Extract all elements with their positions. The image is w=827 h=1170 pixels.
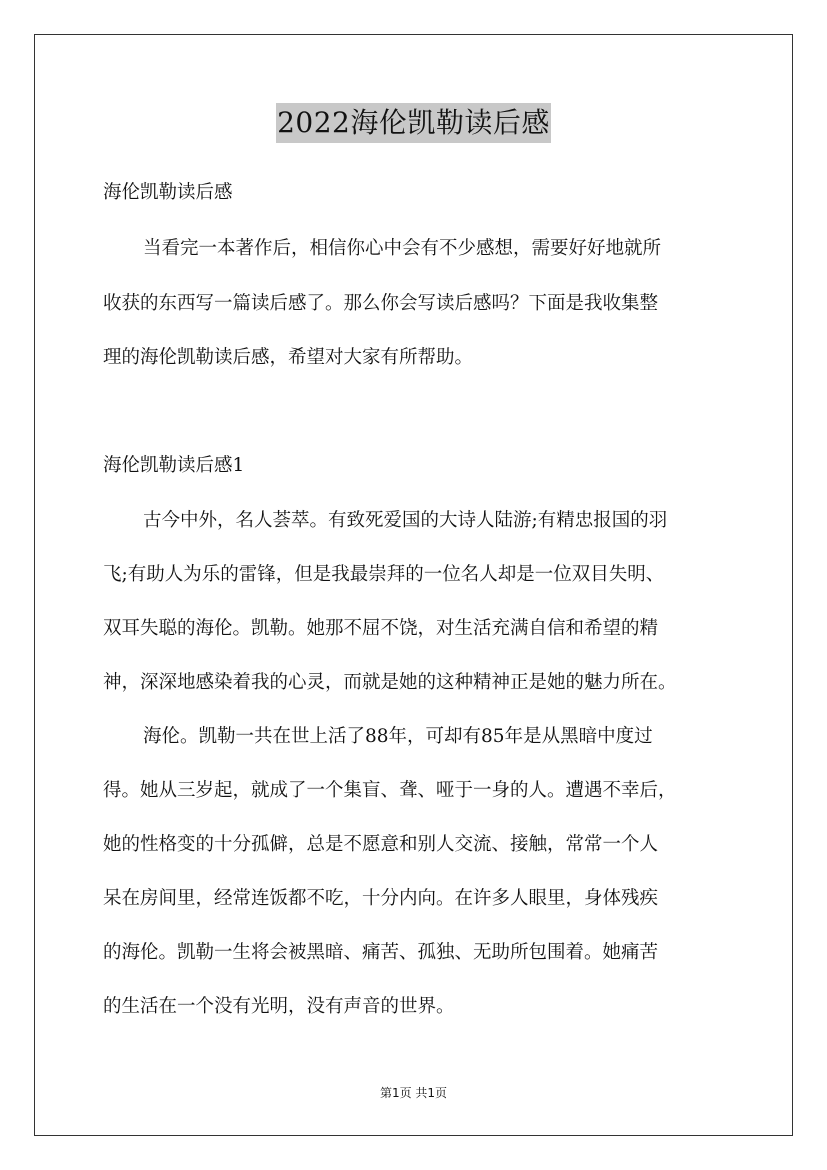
section-heading: 海伦凯勒读后感 <box>103 182 233 203</box>
paragraph-line: 得。她从三岁起，就成了一个集盲、聋、哑于一身的人。遭遇不幸后， <box>103 780 677 801</box>
document-title: 2022海伦凯勒读后感 <box>276 103 551 143</box>
paragraph-line: 海伦。凯勒一共在世上活了88年，可却有85年是从黑暗中度过 <box>143 726 653 747</box>
paragraph-line: 古今中外，名人荟萃。有致死爱国的大诗人陆游;有精忠报国的羽 <box>143 510 668 531</box>
paragraph-line: 飞;有助人为乐的雷锋，但是我最崇拜的一位名人却是一位双目失明、 <box>103 564 665 585</box>
paragraph-line: 收获的东西写一篇读后感了。那么你会写读后感吗？下面是我收集整 <box>103 293 659 314</box>
paragraph-line: 呆在房间里，经常连饭都不吃，十分内向。在许多人眼里，身体残疾 <box>103 888 659 909</box>
paragraph-line: 神，深深地感染着我的心灵，而就是她的这种精神正是她的魅力所在。 <box>103 672 677 693</box>
paragraph-line: 的生活在一个没有光明，没有声音的世界。 <box>103 996 455 1017</box>
paragraph-line: 双耳失聪的海伦。凯勒。她那不屈不饶，对生活充满自信和希望的精 <box>103 618 659 639</box>
paragraph-line: 理的海伦凯勒读后感，希望对大家有所帮助。 <box>103 347 474 368</box>
page-footer: 第1页 共1页 <box>379 1086 448 1100</box>
title-container <box>0 103 827 143</box>
paragraph-line: 当看完一本著作后，相信你心中会有不少感想，需要好好地就所 <box>143 238 662 259</box>
section-heading: 海伦凯勒读后感1 <box>103 455 245 476</box>
paragraph-line: 的海伦。凯勒一生将会被黑暗、痛苦、孤独、无助所包围着。她痛苦 <box>103 942 659 963</box>
paragraph-line: 她的性格变的十分孤僻，总是不愿意和别人交流、接触，常常一个人 <box>103 834 659 855</box>
